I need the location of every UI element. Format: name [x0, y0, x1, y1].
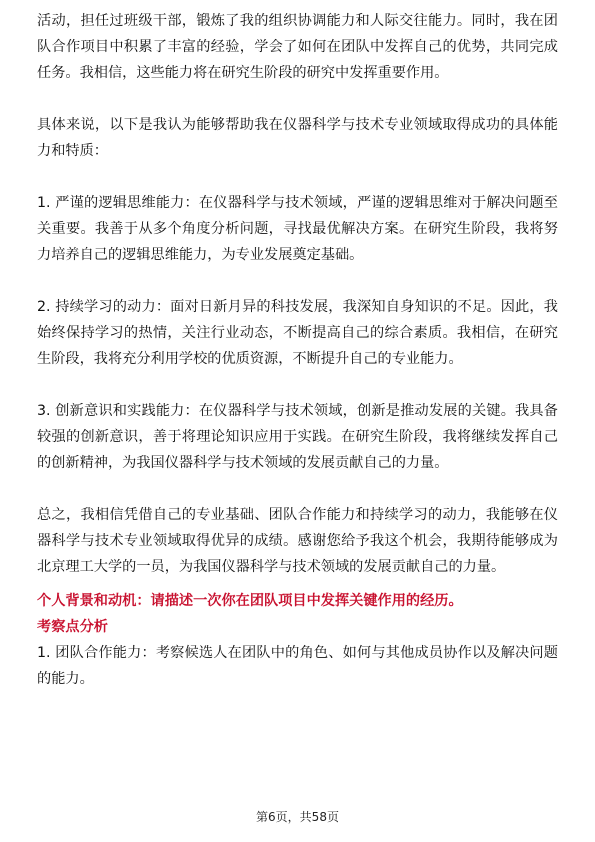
analysis-item-1: 1. 团队合作能力：考察候选人在团队中的角色、如何与其他成员协作以及解决问题的能力。: [37, 645, 558, 687]
paragraph-spacer: [37, 164, 558, 190]
paragraph-spacer: [37, 476, 558, 502]
paragraph-spacer: [37, 372, 558, 398]
paragraph-intro-abilities: 具体来说，以下是我认为能够帮助我在仪器科学与技术专业领域取得成功的具体能力和特质：: [37, 117, 558, 159]
page-number-footer: 第6页，共58页: [256, 810, 339, 824]
paragraph-ability-1: 1. 严谨的逻辑思维能力：在仪器科学与技术领域，严谨的逻辑思维对于解决问题至关重要。我善于从多个角度分析问题，寻找最优解决方案。在研究生阶段，我将努力培养自己的逻辑思维能力，为专业发展奠定基础。: [37, 195, 558, 263]
paragraph-spacer: [37, 86, 558, 112]
paragraph-activities: 活动，担任过班级干部，锻炼了我的组织协调能力和人际交往能力。同时，我在团队合作项目中积累了丰富的经验，学会了如何在团队中发挥自己的优势，共同完成任务。我相信，这些能力将在研究生阶段的研究中发挥重要作用。: [37, 13, 558, 81]
paragraph-ability-3: 3. 创新意识和实践能力：在仪器科学与技术领域，创新是推动发展的关键。我具备较强的创新意识，善于将理论知识应用于实践。在研究生阶段，我将继续发挥自己的创新精神，为我国仪器科学与技术领域的发展贡献自己的力量。: [37, 403, 558, 471]
paragraph-spacer: [37, 268, 558, 294]
document-body: [37, 8, 558, 692]
paragraph-ability-2: 2. 持续学习的动力：面对日新月异的科技发展，我深知自身知识的不足。因此，我始终保持学习的热情，关注行业动态，不断提高自己的综合素质。我相信，在研究生阶段，我将充分利用学校的优质资源，不断提升自己的专业能力。: [37, 299, 558, 367]
analysis-heading: 考察点分析: [37, 619, 108, 635]
paragraph-conclusion: 总之，我相信凭借自己的专业基础、团队合作能力和持续学习的动力，我能够在仪器科学与技术专业领域取得优异的成绩。感谢您给予我这个机会，我期待能够成为北京理工大学的一员，为我国仪器科学与技术领域的发展贡献自己的力量。: [37, 507, 558, 575]
question-heading: 个人背景和动机：请描述一次你在团队项目中发挥关键作用的经历。: [37, 593, 463, 609]
